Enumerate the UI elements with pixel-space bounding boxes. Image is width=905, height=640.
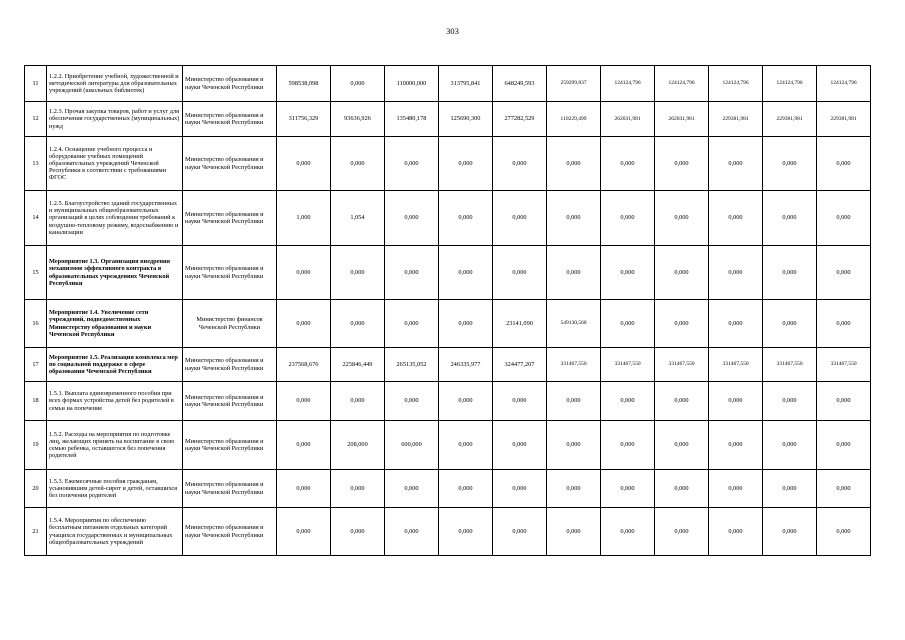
- value-cell: 0,000: [655, 246, 709, 300]
- executor: Министерство образования и науки Чеченской Республики: [183, 246, 277, 300]
- value-cell: 125690,300: [439, 102, 493, 137]
- value-cell: 0,000: [385, 300, 439, 348]
- table-row: [25, 66, 871, 102]
- value-cell: 600,000: [385, 421, 439, 470]
- value-cell: 0,000: [601, 191, 655, 246]
- value-cell: 0,000: [655, 470, 709, 508]
- measure-name: 1.5.4. Мероприятия по обеспечению бесплатным питанием отдельных категорий учащихся государственных и муниципальных общеобразовательных учреждений: [47, 508, 183, 556]
- value-cell: 0,000: [439, 421, 493, 470]
- value-cell: 0,000: [601, 508, 655, 556]
- value-cell: 324477,207: [493, 348, 547, 382]
- value-cell: 0,000: [763, 382, 817, 421]
- value-cell: 0,000: [331, 470, 385, 508]
- value-cell: 0,000: [709, 421, 763, 470]
- value-cell: 124124,796: [817, 66, 871, 102]
- value-cell: 0,000: [817, 382, 871, 421]
- value-cell: 0,000: [439, 508, 493, 556]
- value-cell: 0,000: [709, 137, 763, 191]
- row-number: 18: [25, 382, 47, 421]
- value-cell: 0,000: [547, 382, 601, 421]
- value-cell: 0,000: [763, 508, 817, 556]
- value-cell: 331467,550: [817, 348, 871, 382]
- row-number: 16: [25, 300, 47, 348]
- row-number: 17: [25, 348, 47, 382]
- value-cell: 0,000: [817, 191, 871, 246]
- value-cell: 0,000: [277, 508, 331, 556]
- row-number: 14: [25, 191, 47, 246]
- value-cell: 1,000: [277, 191, 331, 246]
- value-cell: 0,000: [493, 508, 547, 556]
- value-cell: 0,000: [655, 508, 709, 556]
- value-cell: 0,000: [547, 191, 601, 246]
- value-cell: 0,000: [385, 508, 439, 556]
- value-cell: 0,000: [763, 470, 817, 508]
- value-cell: 259299,837: [547, 66, 601, 102]
- value-cell: 598538,098: [277, 66, 331, 102]
- value-cell: 124124,796: [601, 66, 655, 102]
- value-cell: 313795,841: [439, 66, 493, 102]
- value-cell: 0,000: [493, 470, 547, 508]
- measure-name: 1.5.3. Ежемесячные пособия гражданам, усыновившим детей-сирот и детей, оставшихся без попечения родителей: [47, 470, 183, 508]
- table-row: [25, 508, 871, 556]
- value-cell: 208,000: [331, 421, 385, 470]
- value-cell: 265135,052: [385, 348, 439, 382]
- value-cell: 23141,090: [493, 300, 547, 348]
- value-cell: 0,000: [547, 246, 601, 300]
- value-cell: 0,000: [385, 470, 439, 508]
- value-cell: 0,000: [655, 137, 709, 191]
- value-cell: 0,000: [277, 470, 331, 508]
- value-cell: 0,000: [817, 421, 871, 470]
- value-cell: 262031,981: [655, 102, 709, 137]
- value-cell: 229381,981: [709, 102, 763, 137]
- value-cell: 0,000: [547, 508, 601, 556]
- measure-name: Мероприятие 1.3. Организация внедрения механизмов эффективного контракта в образовательных учреждениях Чеченской Республики: [47, 246, 183, 300]
- table-row: [25, 300, 871, 348]
- table-row: [25, 102, 871, 137]
- value-cell: 0,000: [547, 137, 601, 191]
- value-cell: 0,000: [385, 246, 439, 300]
- value-cell: 225846,449: [331, 348, 385, 382]
- table-body: [25, 66, 871, 556]
- value-cell: 0,000: [709, 470, 763, 508]
- table-row: [25, 348, 871, 382]
- value-cell: 0,000: [601, 246, 655, 300]
- value-cell: 0,000: [655, 300, 709, 348]
- executor: Министерство образования и науки Чеченской Республики: [183, 66, 277, 102]
- budget-table: [24, 65, 871, 556]
- value-cell: 331467,550: [547, 348, 601, 382]
- value-cell: 311756,329: [277, 102, 331, 137]
- value-cell: 0,000: [817, 137, 871, 191]
- value-cell: 277282,529: [493, 102, 547, 137]
- row-number: 19: [25, 421, 47, 470]
- value-cell: 331467,550: [709, 348, 763, 382]
- value-cell: 0,000: [601, 300, 655, 348]
- executor: Министерство образования и науки Чеченской Республики: [183, 348, 277, 382]
- value-cell: 0,000: [601, 470, 655, 508]
- executor: Министерство образования и науки Чеченской Республики: [183, 382, 277, 421]
- value-cell: 135480,178: [385, 102, 439, 137]
- value-cell: 0,000: [493, 137, 547, 191]
- executor: Министерство финансов Чеченской Республики: [183, 300, 277, 348]
- value-cell: 237568,676: [277, 348, 331, 382]
- value-cell: 0,000: [709, 191, 763, 246]
- executor: Министерство образования и науки Чеченской Республики: [183, 470, 277, 508]
- row-number: 20: [25, 470, 47, 508]
- value-cell: 124124,796: [709, 66, 763, 102]
- measure-name: 1.2.4. Оснащение учебного процесса и оборудование учебных помещений образовательных учреждений Чеченской Республики в соответствии с требованиями ФГОС: [47, 137, 183, 191]
- value-cell: 1,054: [331, 191, 385, 246]
- value-cell: 0,000: [763, 421, 817, 470]
- value-cell: 0,000: [817, 300, 871, 348]
- measure-name: Мероприятие 1.5. Реализация комплекса мер по социальной поддержке в сфере образования Чеченской Республики: [47, 348, 183, 382]
- executor: Министерство образования и науки Чеченской Республики: [183, 421, 277, 470]
- value-cell: 124124,796: [763, 66, 817, 102]
- value-cell: 0,000: [763, 191, 817, 246]
- measure-name: 1.5.1. Выплата единовременного пособия при всех формах устройства детей без родителей в семьи на попечение: [47, 382, 183, 421]
- value-cell: 0,000: [439, 137, 493, 191]
- value-cell: 0,000: [817, 470, 871, 508]
- executor: Министерство образования и науки Чеченской Республики: [183, 508, 277, 556]
- value-cell: 0,000: [439, 382, 493, 421]
- value-cell: 0,000: [601, 421, 655, 470]
- value-cell: 0,000: [277, 382, 331, 421]
- value-cell: 0,000: [709, 300, 763, 348]
- measure-name: 1.5.2. Расходы на мероприятия по подготовке лиц, желающих принять на воспитание в свою семью ребенка, оставшегося без попечения родителей: [47, 421, 183, 470]
- value-cell: 246335,977: [439, 348, 493, 382]
- value-cell: 0,000: [655, 191, 709, 246]
- executor: Министерство образования и науки Чеченской Республики: [183, 191, 277, 246]
- value-cell: 0,000: [709, 382, 763, 421]
- executor: Министерство образования и науки Чеченской Республики: [183, 137, 277, 191]
- row-number: 13: [25, 137, 47, 191]
- value-cell: 229381,981: [817, 102, 871, 137]
- value-cell: 0,000: [763, 246, 817, 300]
- value-cell: 0,000: [385, 191, 439, 246]
- value-cell: 331467,550: [601, 348, 655, 382]
- measure-name: 1.2.2. Приобретение учебной, художественной и методической литературы для образовательных учреждений (школьных библиотек): [47, 66, 183, 102]
- row-number: 12: [25, 102, 47, 137]
- value-cell: 0,000: [277, 300, 331, 348]
- table-row: [25, 246, 871, 300]
- value-cell: 124124,796: [655, 66, 709, 102]
- value-cell: 262031,981: [601, 102, 655, 137]
- value-cell: 0,000: [655, 421, 709, 470]
- value-cell: 549130,568: [547, 300, 601, 348]
- value-cell: 331467,550: [763, 348, 817, 382]
- value-cell: 0,000: [817, 508, 871, 556]
- table-row: [25, 191, 871, 246]
- measure-name: Мероприятие 1.4. Увеличение сети учреждений, подведомственных Министерству образования и науки Чеченской Республики: [47, 300, 183, 348]
- value-cell: 0,000: [709, 246, 763, 300]
- value-cell: 0,000: [763, 137, 817, 191]
- value-cell: 0,000: [547, 470, 601, 508]
- value-cell: 0,000: [331, 66, 385, 102]
- table-row: [25, 382, 871, 421]
- value-cell: 0,000: [277, 246, 331, 300]
- value-cell: 0,000: [331, 382, 385, 421]
- value-cell: 0,000: [601, 137, 655, 191]
- table-row: [25, 137, 871, 191]
- measure-name: 1.2.5. Благоустройство зданий государственных и муниципальных общеобразовательных организаций в целях соблюдения требований к воздушно-тепловому режиму, водоснабжению и канализации: [47, 191, 183, 246]
- value-cell: 110229,499: [547, 102, 601, 137]
- value-cell: 0,000: [439, 246, 493, 300]
- executor: Министерство образования и науки Чеченской Республики: [183, 102, 277, 137]
- value-cell: 0,000: [709, 508, 763, 556]
- value-cell: 0,000: [331, 508, 385, 556]
- row-number: 11: [25, 66, 47, 102]
- value-cell: 0,000: [817, 246, 871, 300]
- value-cell: 648249,593: [493, 66, 547, 102]
- value-cell: 93636,926: [331, 102, 385, 137]
- value-cell: 0,000: [493, 191, 547, 246]
- table-row: [25, 470, 871, 508]
- value-cell: 0,000: [493, 421, 547, 470]
- row-number: 21: [25, 508, 47, 556]
- value-cell: 229381,981: [763, 102, 817, 137]
- measure-name: 1.2.3. Прочая закупка товаров, работ и услуг для обеспечения государственных (муниципальных) нужд: [47, 102, 183, 137]
- value-cell: 110000,000: [385, 66, 439, 102]
- value-cell: 0,000: [331, 246, 385, 300]
- value-cell: 0,000: [493, 382, 547, 421]
- table-row: [25, 421, 871, 470]
- value-cell: 0,000: [493, 246, 547, 300]
- row-number: 15: [25, 246, 47, 300]
- page-number: 303: [446, 26, 459, 36]
- value-cell: 0,000: [331, 137, 385, 191]
- value-cell: 0,000: [385, 382, 439, 421]
- value-cell: 331467,550: [655, 348, 709, 382]
- value-cell: 0,000: [331, 300, 385, 348]
- value-cell: 0,000: [763, 300, 817, 348]
- value-cell: 0,000: [439, 300, 493, 348]
- value-cell: 0,000: [439, 470, 493, 508]
- value-cell: 0,000: [277, 421, 331, 470]
- value-cell: 0,000: [439, 191, 493, 246]
- value-cell: 0,000: [547, 421, 601, 470]
- value-cell: 0,000: [655, 382, 709, 421]
- value-cell: 0,000: [385, 137, 439, 191]
- value-cell: 0,000: [601, 382, 655, 421]
- value-cell: 0,000: [277, 137, 331, 191]
